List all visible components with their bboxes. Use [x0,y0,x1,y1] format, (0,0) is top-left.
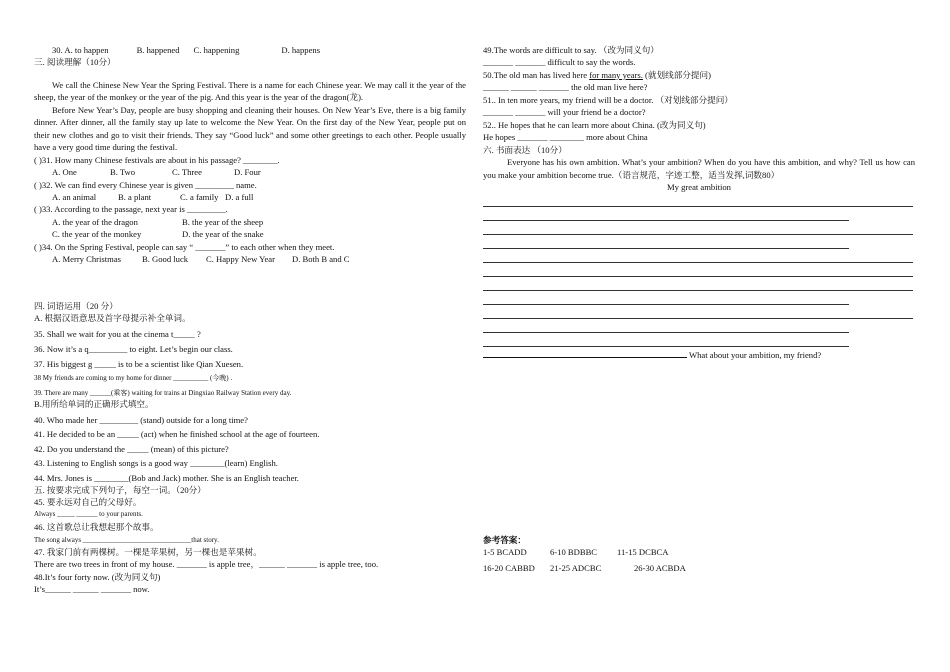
question-47: 47. 我家门前有两棵树。一棵是苹果树，另一棵也是苹果树。 [34,546,262,557]
question-51: 51.. In ten more years, my friend will be a doctor. （对划线部分提问） [483,94,733,105]
question-44: 44. Mrs. Jones is ________(Bob and Jack) mother. She is an English teacher. [34,472,299,483]
section-3-title: 三. 阅读理解（10分） [34,57,116,68]
question-50-english: ______ ______ _______ the old man live here? [483,82,648,93]
writing-line [483,221,913,235]
writing-prompt: Everyone has his own ambition. What’s your ambition? When do you have this ambition, and why? Tell us how can you make your ambition become true.（语言规范，字迹工整，适当发挥,词数80） [483,157,915,180]
writing-line [483,235,849,249]
question-46: 46. 这首歌总让我想起那个故事。 [34,522,159,533]
question-45: 45. 要永远对自己的父母好。 [34,497,142,508]
left-column [34,44,466,595]
question-33-options-ab: A. the year of the dragon B. the year of the sheep [52,216,264,227]
passage-paragraph-1: We call the Chinese New Year the Spring Festival. There is a name for each Chinese year. We may call it the year of the sheep, the year of the monkey or the year of the pig. And this year is the year of the dragon(龙). [34,79,466,103]
question-52-english: He hopes _______ ________ more about China [483,132,648,143]
question-50: 50.The old man has lived here for many years. (就划线部分提问) [483,69,711,80]
question-34: ( )34. On the Spring Festival, people can say “ _______” to each other when they meet. [34,241,335,252]
writing-line [483,319,849,333]
question-48-english: It’s______ ______ _______ now. [34,583,150,594]
question-31: ( )31. How many Chinese festivals are about in his passage? ________. [34,154,280,165]
underlined-phrase: for many years. [589,69,643,80]
section-6-title: 六. 书面表达 （10分） [483,144,567,155]
question-42: 42. Do you understand the _____ (mean) of this picture? [34,443,229,454]
question-35: 35. Shall we wait for you at the cinema t_____ ? [34,328,201,339]
passage-paragraph-2: Before New Year’s Day, people are busy shopping and cleaning their houses. On New Year’s Eve, there is a big family dinner. After dinner, all the family stay up late to welcome the New Year. On the first day of the New Year, people put on their new clothes and go to visit their friends. They say “Good luck” and some other greetings to each other. People usually have a very good time during the festival. [34,104,466,153]
question-47-english: There are two trees in front of my house. _______ is apple tree，______ _______ is apple tree, too. [34,559,379,570]
section-5-title: 五. 按要求完成下列句子，每空一词。（20分） [34,484,206,495]
question-49: 49.The words are difficult to say. （改为同义句） [483,45,659,55]
writing-lines [483,193,913,361]
writing-line [483,277,913,291]
writing-line [483,305,913,319]
question-38: 38 My friends are coming to my home for dinner __________ (今晚) . [34,373,233,382]
writing-line [483,333,849,347]
writing-line [483,249,913,263]
section-4a-instruction: A. 根据汉语意思及首字母提示补全单词。 [34,313,191,324]
question-49-english: _______ _______ difficult to say the words. [483,57,636,68]
question-41: 41. He decided to be an _____ (act) when he finished school at the age of fourteen. [34,429,320,440]
question-39: 39. There are many ______(乘客) waiting for trains at Dingxiao Railway Station every day. [34,389,292,398]
question-40: 40. Who made her _________ (stand) outside for a long time? [34,414,248,425]
writing-line [483,193,913,207]
writing-line [483,263,913,277]
question-46-english: The song always _______________________________that story. [34,536,219,545]
question-43: 43. Listening to English songs is a good way ________(learn) English. [34,458,278,469]
section-4b-instruction: B.用所给单词的正确形式填空。 [34,399,154,410]
question-31-options: A. One B. Two C. Three D. Four [52,167,261,178]
question-48: 48.It’s four forty now. (改为同义句) [34,571,161,582]
question-52: 52.. He hopes that he can learn more about China. (改为同义句) [483,119,706,130]
essay-title: My great ambition [667,181,731,192]
answer-key-title: 参考答案： [483,534,526,545]
question-33-options-cd: C. the year of the monkey D. the year of the snake [52,229,264,240]
answer-key-row-2: 16-20 CABBD 21-25 ADCBC 26-30 ACBDA [483,562,686,573]
question-36: 36. Now it’s a q_________ to eight. Let’s begin our class. [34,344,233,355]
question-33: ( )33. According to the passage, next year is _________. [34,204,228,215]
writing-line [483,291,849,305]
answer-key-row-1: 1-5 BCADD 6-10 BDBBC 11-15 DCBCA [483,547,669,558]
essay-last-line: What about your ambition, my friend? [483,349,913,361]
question-37: 37. His biggest g _____ is to be a scientist like Qian Xuesen. [34,358,244,369]
writing-line [483,207,849,221]
question-32: ( )32. We can find every Chinese year is given _________ name. [34,179,257,190]
question-45-english: Always _____ ______ to your parents. [34,509,143,518]
question-32-options: A. an animal B. a plant C. a family D. a full [52,191,254,202]
right-column [483,44,915,574]
question-51-english: _______ _______ will your friend be a doctor? [483,107,646,118]
question-34-options: A. Merry Christmas B. Good luck C. Happy New Year D. Both B and C [52,254,350,265]
section-4-title: 四. 词语运用（20 分） [34,300,118,311]
question-30: 30. A. to happen B. happened C. happening D. happens [52,45,321,55]
last-line-blank [483,349,687,358]
